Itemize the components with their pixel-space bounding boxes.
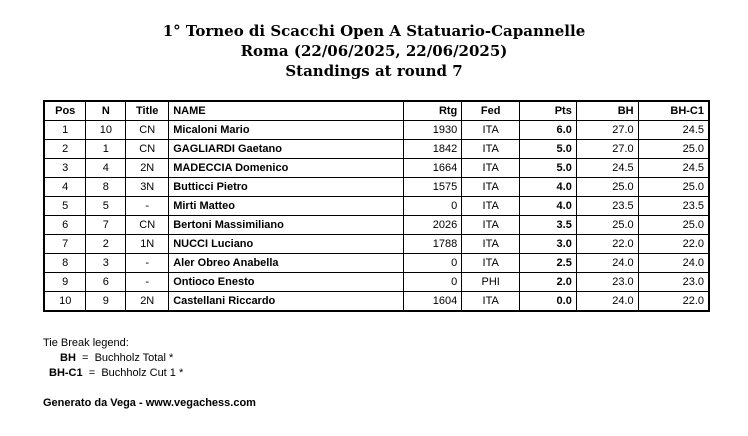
cell-rtg: 0	[404, 254, 462, 273]
cell-title: 2N	[126, 159, 169, 178]
cell-fed: PHI	[462, 273, 520, 292]
cell-pts: 6.0	[520, 121, 577, 140]
cell-pts: 2.0	[520, 273, 577, 292]
cell-fed: ITA	[462, 178, 520, 197]
cell-fed: ITA	[462, 140, 520, 159]
cell-bh-c1: 22.0	[638, 292, 709, 312]
generator-credit: Generato da Vega - www.vegachess.com	[43, 397, 256, 409]
legend-description: Buchholz Cut 1 *	[101, 367, 184, 379]
cell-pts: 5.0	[520, 140, 577, 159]
cell-pts: 0.0	[520, 292, 577, 312]
cell-pts: 3.5	[520, 216, 577, 235]
cell-fed: ITA	[462, 235, 520, 254]
cell-n: 10	[86, 121, 126, 140]
cell-n: 8	[86, 178, 126, 197]
cell-title: -	[126, 254, 169, 273]
cell-pos: 1	[44, 121, 86, 140]
cell-pts: 5.0	[520, 159, 577, 178]
cell-rtg: 2026	[404, 216, 462, 235]
cell-title: -	[126, 197, 169, 216]
table-row	[44, 216, 709, 235]
cell-bh-c1: 25.0	[638, 216, 709, 235]
column-header-n: N	[86, 101, 126, 121]
table-row	[44, 235, 709, 254]
cell-bh-c1: 24.0	[638, 254, 709, 273]
column-header-pts: Pts	[520, 101, 577, 121]
cell-bh: 25.0	[576, 178, 638, 197]
cell-bh: 23.5	[576, 197, 638, 216]
cell-pos: 4	[44, 178, 86, 197]
cell-bh: 23.0	[576, 273, 638, 292]
legend-item-bh-c1	[49, 367, 183, 380]
cell-name: GAGLIARDI Gaetano	[169, 140, 404, 159]
legend-separator: =	[82, 352, 89, 364]
cell-rtg: 1842	[404, 140, 462, 159]
cell-fed: ITA	[462, 159, 520, 178]
table-row	[44, 197, 709, 216]
cell-bh: 22.0	[576, 235, 638, 254]
cell-pos: 8	[44, 254, 86, 273]
cell-n: 7	[86, 216, 126, 235]
column-header-pos: Pos	[44, 101, 86, 121]
table-row	[44, 121, 709, 140]
cell-name: Butticci Pietro	[169, 178, 404, 197]
cell-title: CN	[126, 216, 169, 235]
column-header-title: Title	[126, 101, 169, 121]
cell-name: Micaloni Mario	[169, 121, 404, 140]
cell-pos: 5	[44, 197, 86, 216]
cell-title: 3N	[126, 178, 169, 197]
cell-n: 3	[86, 254, 126, 273]
cell-title: -	[126, 273, 169, 292]
column-header-fed: Fed	[462, 101, 520, 121]
table-row	[44, 178, 709, 197]
standings-table	[43, 100, 710, 312]
cell-name: Castellani Riccardo	[169, 292, 404, 312]
cell-pos: 6	[44, 216, 86, 235]
cell-title: 1N	[126, 235, 169, 254]
cell-bh: 24.5	[576, 159, 638, 178]
table-row	[44, 273, 709, 292]
cell-bh-c1: 23.5	[638, 197, 709, 216]
cell-pos: 9	[44, 273, 86, 292]
tie-break-legend-title: Tie Break legend:	[43, 337, 129, 349]
cell-rtg: 0	[404, 197, 462, 216]
cell-rtg: 1604	[404, 292, 462, 312]
cell-rtg: 0	[404, 273, 462, 292]
legend-description: Buchholz Total *	[94, 352, 174, 364]
cell-bh-c1: 24.5	[638, 159, 709, 178]
cell-name: NUCCI Luciano	[169, 235, 404, 254]
cell-bh-c1: 23.0	[638, 273, 709, 292]
legend-separator: =	[88, 367, 96, 379]
table-row	[44, 159, 709, 178]
table-row	[44, 292, 709, 312]
cell-pos: 2	[44, 140, 86, 159]
cell-pos: 7	[44, 235, 86, 254]
cell-n: 4	[86, 159, 126, 178]
cell-title: 2N	[126, 292, 169, 312]
cell-fed: ITA	[462, 292, 520, 312]
cell-bh-c1: 22.0	[638, 235, 709, 254]
legend-key: BH-C1	[49, 367, 83, 379]
cell-rtg: 1930	[404, 121, 462, 140]
tournament-location-dates: Roma (22/06/2025, 22/06/2025)	[240, 42, 508, 60]
cell-n: 2	[86, 235, 126, 254]
cell-rtg: 1664	[404, 159, 462, 178]
cell-name: Bertoni Massimiliano	[169, 216, 404, 235]
cell-pts: 3.0	[520, 235, 577, 254]
cell-n: 6	[86, 273, 126, 292]
legend-item-bh	[60, 352, 173, 365]
cell-bh: 27.0	[576, 140, 638, 159]
cell-pts: 4.0	[520, 178, 577, 197]
cell-name: MADECCIA Domenico	[169, 159, 404, 178]
cell-title: CN	[126, 140, 169, 159]
cell-bh: 25.0	[576, 216, 638, 235]
cell-bh: 27.0	[576, 121, 638, 140]
tournament-title: 1° Torneo di Scacchi Open A Statuario-Capannelle	[162, 22, 586, 40]
cell-pts: 4.0	[520, 197, 577, 216]
cell-pts: 2.5	[520, 254, 577, 273]
table-row	[44, 140, 709, 159]
cell-bh: 24.0	[576, 292, 638, 312]
cell-bh: 24.0	[576, 254, 638, 273]
cell-name: Mirti Matteo	[169, 197, 404, 216]
cell-title: CN	[126, 121, 169, 140]
cell-rtg: 1788	[404, 235, 462, 254]
cell-n: 1	[86, 140, 126, 159]
cell-fed: ITA	[462, 197, 520, 216]
cell-bh-c1: 24.5	[638, 121, 709, 140]
cell-name: Ontioco Enesto	[169, 273, 404, 292]
cell-n: 5	[86, 197, 126, 216]
table-header-row	[44, 101, 709, 121]
table-row	[44, 254, 709, 273]
cell-n: 9	[86, 292, 126, 312]
standings-round: Standings at round 7	[285, 62, 463, 80]
cell-pos: 10	[44, 292, 86, 312]
cell-name: Aler Obreo Anabella	[169, 254, 404, 273]
column-header-bh-c1: BH-C1	[638, 101, 709, 121]
column-header-bh: BH	[576, 101, 638, 121]
cell-fed: ITA	[462, 121, 520, 140]
cell-fed: ITA	[462, 254, 520, 273]
cell-bh-c1: 25.0	[638, 140, 709, 159]
cell-pos: 3	[44, 159, 86, 178]
column-header-name: NAME	[169, 101, 404, 121]
column-header-rtg: Rtg	[404, 101, 462, 121]
cell-rtg: 1575	[404, 178, 462, 197]
legend-key: BH	[60, 352, 76, 364]
cell-fed: ITA	[462, 216, 520, 235]
cell-bh-c1: 25.0	[638, 178, 709, 197]
